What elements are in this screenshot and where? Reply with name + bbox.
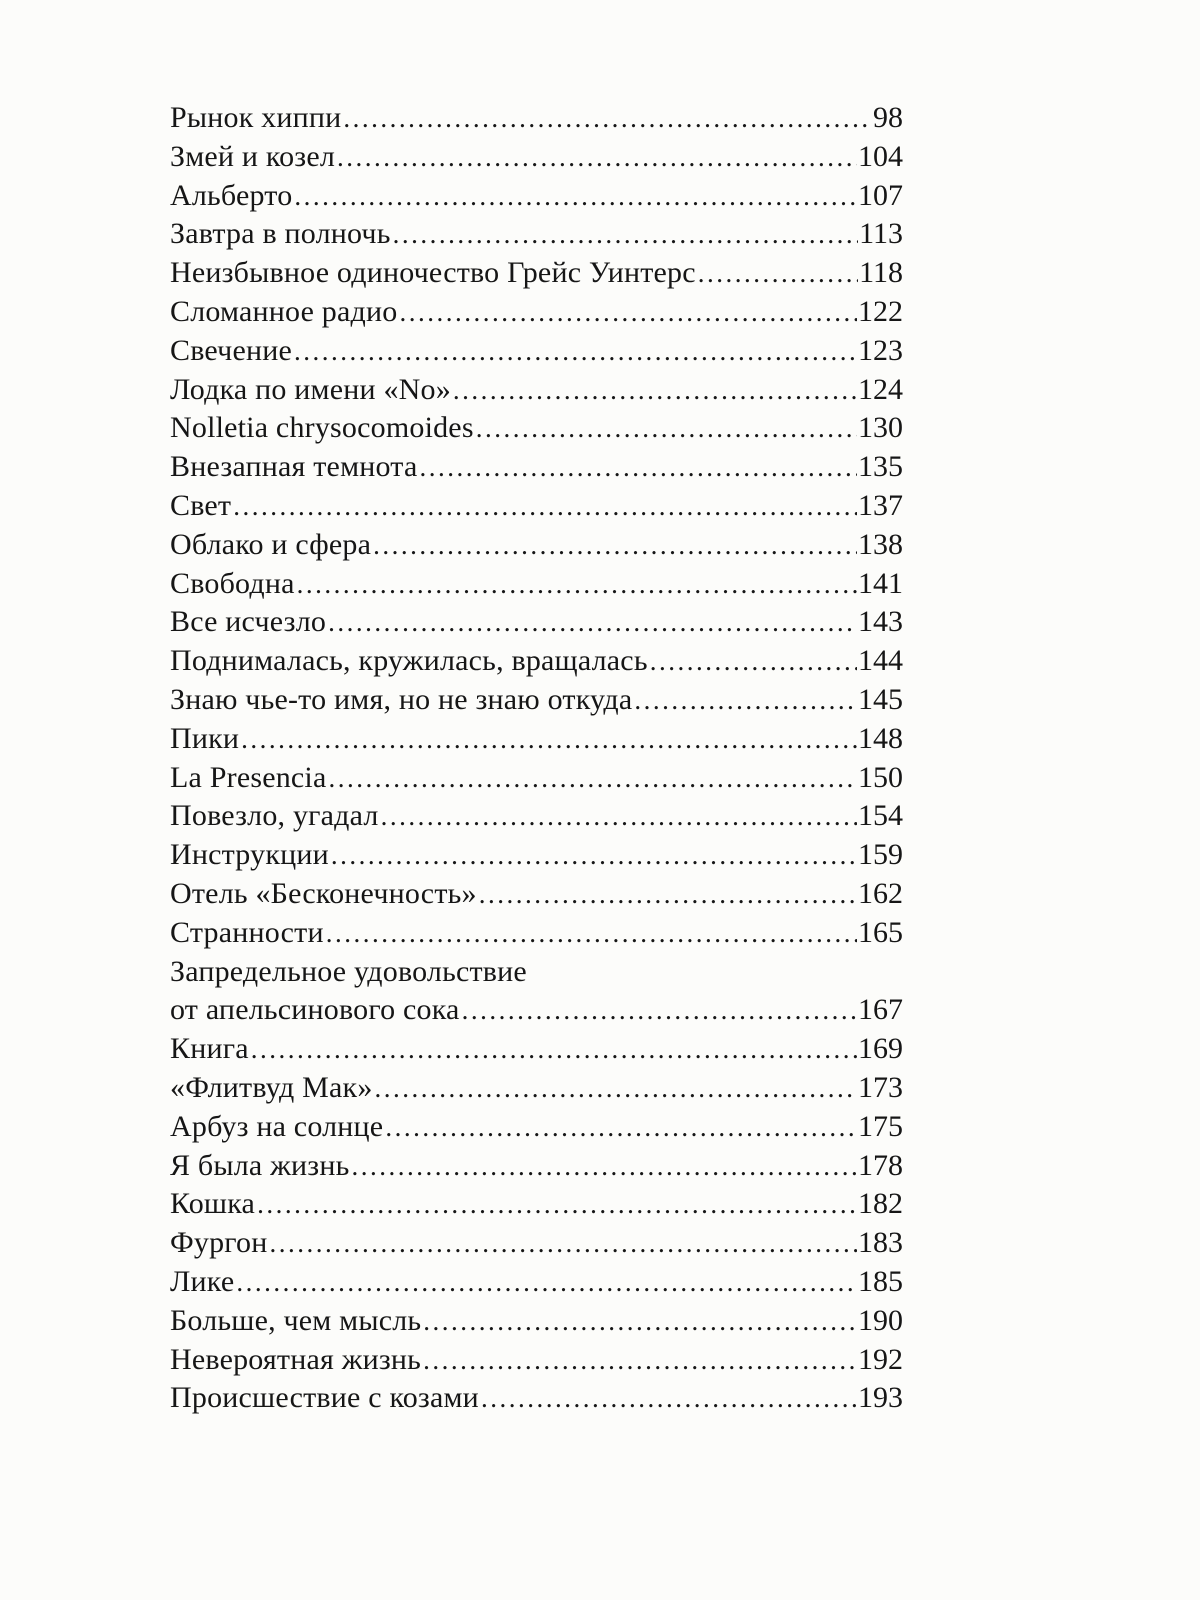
page-number: 150 [858, 760, 903, 794]
dot-leader [257, 1185, 857, 1224]
page-number: 145 [858, 682, 903, 716]
chapter-title: Неизбывное одиночество Грейс Уинтерс [170, 256, 696, 290]
page-number: 167 [858, 993, 903, 1027]
chapter-title: Лодка по имени «No» [170, 372, 451, 406]
toc-line [170, 448, 903, 487]
page-number: 173 [858, 1070, 903, 1104]
toc-line [170, 1379, 903, 1418]
toc-entry [170, 1263, 903, 1302]
toc-entry [170, 681, 903, 720]
chapter-title: от апельсинового сока [170, 993, 460, 1027]
dot-leader [251, 1030, 857, 1069]
chapter-title: Поднималась, кружилась, вращалась [170, 644, 648, 678]
chapter-title: Странности [170, 915, 324, 949]
toc-line [170, 953, 903, 992]
dot-leader [329, 759, 858, 798]
page-number: 98 [873, 101, 903, 134]
dot-leader [236, 1263, 857, 1302]
toc-line [170, 409, 903, 448]
toc-line [170, 1147, 903, 1186]
chapter-title: Я была жизнь [170, 1148, 350, 1182]
toc-entry [170, 914, 903, 953]
toc-line [170, 1224, 903, 1263]
toc-line [170, 1030, 903, 1069]
chapter-title: Арбуз на солнце [170, 1109, 384, 1143]
toc-entry [170, 759, 903, 798]
page-number: 185 [858, 1264, 903, 1298]
toc-entry [170, 953, 903, 1031]
toc-entry [170, 1224, 903, 1263]
toc-line [170, 565, 903, 604]
dot-leader [462, 991, 857, 1030]
dot-leader [331, 836, 857, 875]
toc-entry [170, 487, 903, 526]
page-number: 123 [858, 333, 903, 367]
dot-leader [233, 487, 857, 526]
chapter-title: Книга [170, 1032, 249, 1066]
chapter-title: Лике [170, 1264, 235, 1298]
page-number: 159 [858, 838, 903, 872]
toc-line [170, 991, 903, 1030]
toc-entry [170, 177, 903, 216]
dot-leader [352, 1147, 858, 1186]
page-number: 107 [858, 178, 903, 212]
dot-leader [294, 177, 857, 216]
toc-line [170, 1185, 903, 1224]
dot-leader [481, 1379, 857, 1418]
page-number: 165 [858, 915, 903, 949]
toc-line [170, 487, 903, 526]
chapter-title: Инструкции [170, 838, 329, 872]
chapter-title: Альберто [170, 178, 293, 212]
chapter-title: Внезапная темнота [170, 450, 418, 484]
toc-entry [170, 642, 903, 681]
dot-leader [634, 681, 857, 720]
page-number: 135 [858, 450, 903, 484]
page-number: 175 [858, 1109, 903, 1143]
toc-line [170, 1108, 903, 1147]
toc-entry [170, 409, 903, 448]
page-number: 178 [858, 1148, 903, 1182]
dot-leader [328, 603, 857, 642]
chapter-title: Пики [170, 721, 240, 755]
dot-leader [453, 371, 857, 410]
toc-line [170, 681, 903, 720]
page-number: 104 [858, 139, 903, 173]
toc-entry [170, 215, 903, 254]
dot-leader [420, 448, 857, 487]
dot-leader [399, 293, 857, 332]
page-number: 141 [858, 566, 903, 600]
page-number: 113 [859, 217, 903, 251]
chapter-title: Все исчезло [170, 605, 327, 639]
toc-entry [170, 448, 903, 487]
chapter-title: Запредельное удовольствие [170, 954, 527, 988]
dot-leader [479, 875, 857, 914]
chapter-title: Отель «Бесконечность» [170, 876, 477, 910]
toc-line [170, 875, 903, 914]
page-number: 162 [858, 876, 903, 910]
toc-line [170, 254, 903, 293]
toc-line [170, 603, 903, 642]
toc-entry [170, 1185, 903, 1224]
toc-entry [170, 1302, 903, 1341]
page-number: 137 [858, 488, 903, 522]
chapter-title: Свет [170, 488, 232, 522]
chapter-title: Змей и козел [170, 139, 336, 173]
toc-line [170, 720, 903, 759]
toc-entry [170, 332, 903, 371]
toc-entry [170, 254, 903, 293]
toc-line [170, 797, 903, 836]
page-number: 193 [858, 1381, 903, 1415]
toc-line [170, 293, 903, 332]
dot-leader [385, 1108, 857, 1147]
page-number: 118 [859, 256, 903, 290]
chapter-title: Облако и сфера [170, 527, 372, 561]
dot-leader [393, 215, 859, 254]
toc-line [170, 99, 903, 138]
dot-leader [381, 797, 857, 836]
page-number: 183 [858, 1226, 903, 1260]
toc-line [170, 759, 903, 798]
toc-line [170, 215, 903, 254]
chapter-title: Кошка [170, 1187, 256, 1221]
toc-entry [170, 1108, 903, 1147]
toc-entry [170, 565, 903, 604]
dot-leader [423, 1302, 857, 1341]
toc-entry [170, 99, 903, 138]
toc-line [170, 836, 903, 875]
page-number: 130 [858, 411, 903, 445]
toc-line [170, 914, 903, 953]
chapter-title: Фургон [170, 1226, 268, 1260]
toc-line [170, 371, 903, 410]
dot-leader [476, 409, 857, 448]
toc-line [170, 642, 903, 681]
toc-entry [170, 875, 903, 914]
page-number: 169 [858, 1032, 903, 1066]
page-number: 124 [858, 372, 903, 406]
page-number: 138 [858, 527, 903, 561]
toc-line [170, 332, 903, 371]
toc-line [170, 1341, 903, 1380]
table-of-contents [170, 99, 903, 1418]
toc-line [170, 526, 903, 565]
page-number: 182 [858, 1187, 903, 1221]
chapter-title: Рынок хиппи [170, 101, 342, 134]
dot-leader [326, 914, 857, 953]
toc-line [170, 177, 903, 216]
toc-line [170, 1069, 903, 1108]
page-number: 190 [858, 1303, 903, 1337]
dot-leader [241, 720, 857, 759]
dot-leader [423, 1341, 857, 1380]
toc-entry [170, 1379, 903, 1418]
page-number: 143 [858, 605, 903, 639]
dot-leader [343, 99, 872, 138]
toc-line [170, 138, 903, 177]
dot-leader [270, 1224, 857, 1263]
page-number: 154 [858, 799, 903, 833]
chapter-title: La Presencia [170, 760, 327, 794]
dot-leader [294, 332, 857, 371]
toc-line [170, 1302, 903, 1341]
toc-entry [170, 1147, 903, 1186]
chapter-title: Происшествие с козами [170, 1381, 479, 1415]
chapter-title: Знаю чье-то имя, но не знаю откуда [170, 682, 633, 716]
toc-entry [170, 293, 903, 332]
toc-entry [170, 836, 903, 875]
dot-leader [698, 254, 858, 293]
dot-leader [375, 1069, 857, 1108]
page-number: 144 [858, 644, 903, 678]
page-number: 122 [858, 294, 903, 328]
toc-line [170, 1263, 903, 1302]
chapter-title: Свободна [170, 566, 295, 600]
chapter-title: Больше, чем мысль [170, 1303, 422, 1337]
page-number: 192 [858, 1342, 903, 1376]
toc-entry [170, 1341, 903, 1380]
chapter-title: Завтра в полночь [170, 217, 391, 251]
chapter-title: «Флитвуд Мак» [170, 1070, 373, 1104]
toc-entry [170, 371, 903, 410]
chapter-title: Сломанное радио [170, 294, 398, 328]
dot-leader [373, 526, 857, 565]
toc-entry [170, 720, 903, 759]
dot-leader [337, 138, 857, 177]
chapter-title: Повезло, угадал [170, 799, 379, 833]
chapter-title: Свечение [170, 333, 292, 367]
toc-entry [170, 603, 903, 642]
toc-entry [170, 138, 903, 177]
dot-leader [297, 565, 857, 604]
page-number: 148 [858, 721, 903, 755]
toc-entry [170, 1030, 903, 1069]
chapter-title: Невероятная жизнь [170, 1342, 422, 1376]
toc-entry [170, 1069, 903, 1108]
toc-entry [170, 526, 903, 565]
toc-entry [170, 797, 903, 836]
dot-leader [650, 642, 857, 681]
chapter-title: Nolletia chrysocomoides [170, 411, 474, 445]
